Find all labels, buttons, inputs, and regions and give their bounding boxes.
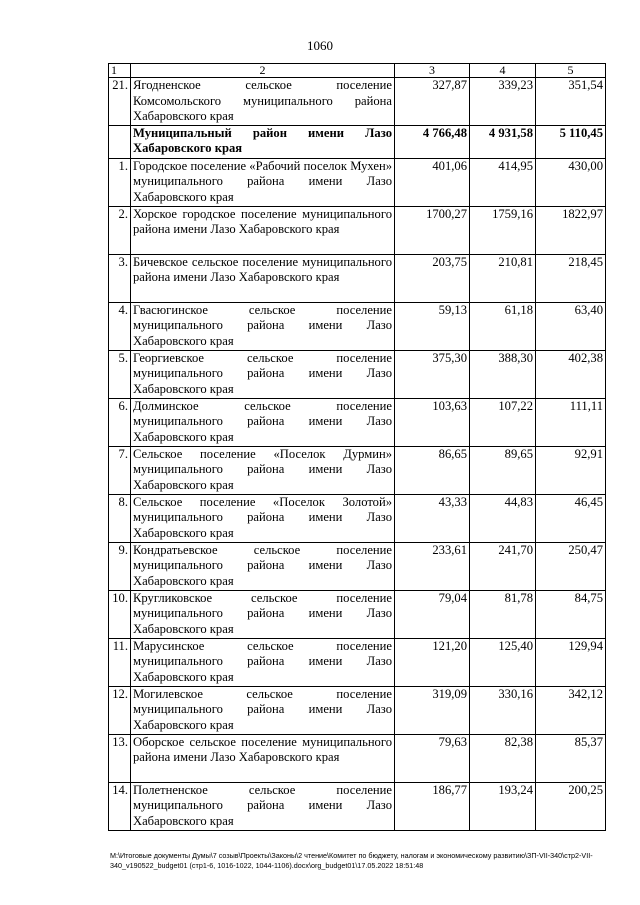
settlement-name: Хорское городское поселение муниципального района имени Лазо Хабаровского края [131, 206, 395, 254]
settlement-name: Муниципальный район имени Лазо Хабаровского края [131, 125, 395, 158]
value-col-4: 81,78 [470, 590, 536, 638]
value-col-3: 401,06 [395, 158, 470, 206]
value-col-4: 44,83 [470, 494, 536, 542]
value-col-5: 402,38 [536, 350, 606, 398]
row-number: 14. [109, 782, 131, 830]
row-number: 13. [109, 734, 131, 782]
row-number: 5. [109, 350, 131, 398]
table-header-row [109, 64, 606, 78]
value-col-5: 129,94 [536, 638, 606, 686]
value-col-5: 1822,97 [536, 206, 606, 254]
header-col-5: 5 [536, 64, 606, 78]
row-number: 6. [109, 398, 131, 446]
table-row [109, 494, 606, 542]
value-col-4: 414,95 [470, 158, 536, 206]
settlement-name: Полетненское сельское поселение муниципального района имени Лазо Хабаровского края [131, 782, 395, 830]
row-number: 3. [109, 254, 131, 302]
row-number: 9. [109, 542, 131, 590]
settlement-name: Кругликовское сельское поселение муниципального района имени Лазо Хабаровского края [131, 590, 395, 638]
value-col-4: 1759,16 [470, 206, 536, 254]
value-col-4: 107,22 [470, 398, 536, 446]
value-col-4: 339,23 [470, 78, 536, 126]
table-row [109, 302, 606, 350]
value-col-3: 79,63 [395, 734, 470, 782]
table-row [109, 590, 606, 638]
settlement-name: Долминское сельское поселение муниципального района имени Лазо Хабаровского края [131, 398, 395, 446]
table-row [109, 398, 606, 446]
table-row [109, 638, 606, 686]
value-col-4: 61,18 [470, 302, 536, 350]
value-col-3: 103,63 [395, 398, 470, 446]
row-number: 7. [109, 446, 131, 494]
header-col-1: 1 [109, 64, 131, 78]
settlement-name: Ягодненское сельское поселение Комсомольского муниципального района Хабаровского края [131, 78, 395, 126]
table-row [109, 206, 606, 254]
settlement-name: Гвасюгинское сельское поселение муниципального района имени Лазо Хабаровского края [131, 302, 395, 350]
value-col-5: 351,54 [536, 78, 606, 126]
value-col-4: 210,81 [470, 254, 536, 302]
table-row [109, 446, 606, 494]
value-col-4: 4 931,58 [470, 125, 536, 158]
value-col-3: 319,09 [395, 686, 470, 734]
settlement-name: Марусинское сельское поселение муниципального района имени Лазо Хабаровского края [131, 638, 395, 686]
row-number: 21. [109, 78, 131, 126]
value-col-5: 84,75 [536, 590, 606, 638]
settlement-name: Городское поселение «Рабочий поселок Мухен» муниципального района имени Лазо Хабаровского края [131, 158, 395, 206]
row-number: 12. [109, 686, 131, 734]
settlement-name: Георгиевское сельское поселение муниципального района имени Лазо Хабаровского края [131, 350, 395, 398]
settlement-name: Оборское сельское поселение муниципального района имени Лазо Хабаровского края [131, 734, 395, 782]
row-number: 8. [109, 494, 131, 542]
settlement-name: Кондратьевское сельское поселение муниципального района имени Лазо Хабаровского края [131, 542, 395, 590]
value-col-3: 203,75 [395, 254, 470, 302]
value-col-3: 43,33 [395, 494, 470, 542]
value-col-5: 5 110,45 [536, 125, 606, 158]
value-col-4: 193,24 [470, 782, 536, 830]
table-row [109, 254, 606, 302]
table-row [109, 734, 606, 782]
row-number [109, 125, 131, 158]
header-col-4: 4 [470, 64, 536, 78]
row-number: 4. [109, 302, 131, 350]
settlement-name: Бичевское сельское поселение муниципального района имени Лазо Хабаровского края [131, 254, 395, 302]
row-number: 10. [109, 590, 131, 638]
district-total-row [109, 125, 606, 158]
settlement-name: Могилевское сельское поселение муниципального района имени Лазо Хабаровского края [131, 686, 395, 734]
value-col-5: 46,45 [536, 494, 606, 542]
budget-table [108, 63, 606, 831]
header-col-3: 3 [395, 64, 470, 78]
value-col-3: 327,87 [395, 78, 470, 126]
table-row [109, 78, 606, 126]
table-row [109, 158, 606, 206]
value-col-3: 1700,27 [395, 206, 470, 254]
value-col-5: 200,25 [536, 782, 606, 830]
value-col-4: 241,70 [470, 542, 536, 590]
value-col-3: 86,65 [395, 446, 470, 494]
page-number: 1060 [307, 38, 333, 53]
row-number: 11. [109, 638, 131, 686]
value-col-3: 79,04 [395, 590, 470, 638]
value-col-5: 63,40 [536, 302, 606, 350]
settlement-name: Сельское поселение «Поселок Золотой» муниципального района имени Лазо Хабаровского края [131, 494, 395, 542]
settlement-name: Сельское поселение «Поселок Дурмин» муниципального района имени Лазо Хабаровского края [131, 446, 395, 494]
row-number: 1. [109, 158, 131, 206]
table-row [109, 542, 606, 590]
value-col-5: 342,12 [536, 686, 606, 734]
table-row [109, 782, 606, 830]
value-col-5: 92,91 [536, 446, 606, 494]
value-col-5: 218,45 [536, 254, 606, 302]
table-row [109, 350, 606, 398]
value-col-4: 125,40 [470, 638, 536, 686]
value-col-4: 82,38 [470, 734, 536, 782]
value-col-3: 233,61 [395, 542, 470, 590]
value-col-3: 121,20 [395, 638, 470, 686]
row-number: 2. [109, 206, 131, 254]
value-col-3: 4 766,48 [395, 125, 470, 158]
value-col-4: 330,16 [470, 686, 536, 734]
value-col-3: 59,13 [395, 302, 470, 350]
value-col-4: 388,30 [470, 350, 536, 398]
value-col-5: 250,47 [536, 542, 606, 590]
value-col-5: 111,11 [536, 398, 606, 446]
file-path-footer: M:\Итоговые документы Думы\7 созыв\Проекты\Законы\2 чтение\Комитет по бюджету, налогам и экономическому развитию\ЗП-VII-340\стр2-VII-340_v190522_budget01 (стр1-6, 1016-1022, 1044-1106).docx\org_budget01\17.05.2022 18:51:48 [110, 851, 593, 870]
value-col-5: 85,37 [536, 734, 606, 782]
value-col-3: 375,30 [395, 350, 470, 398]
table-row [109, 686, 606, 734]
value-col-5: 430,00 [536, 158, 606, 206]
header-col-2: 2 [131, 64, 395, 78]
value-col-4: 89,65 [470, 446, 536, 494]
value-col-3: 186,77 [395, 782, 470, 830]
